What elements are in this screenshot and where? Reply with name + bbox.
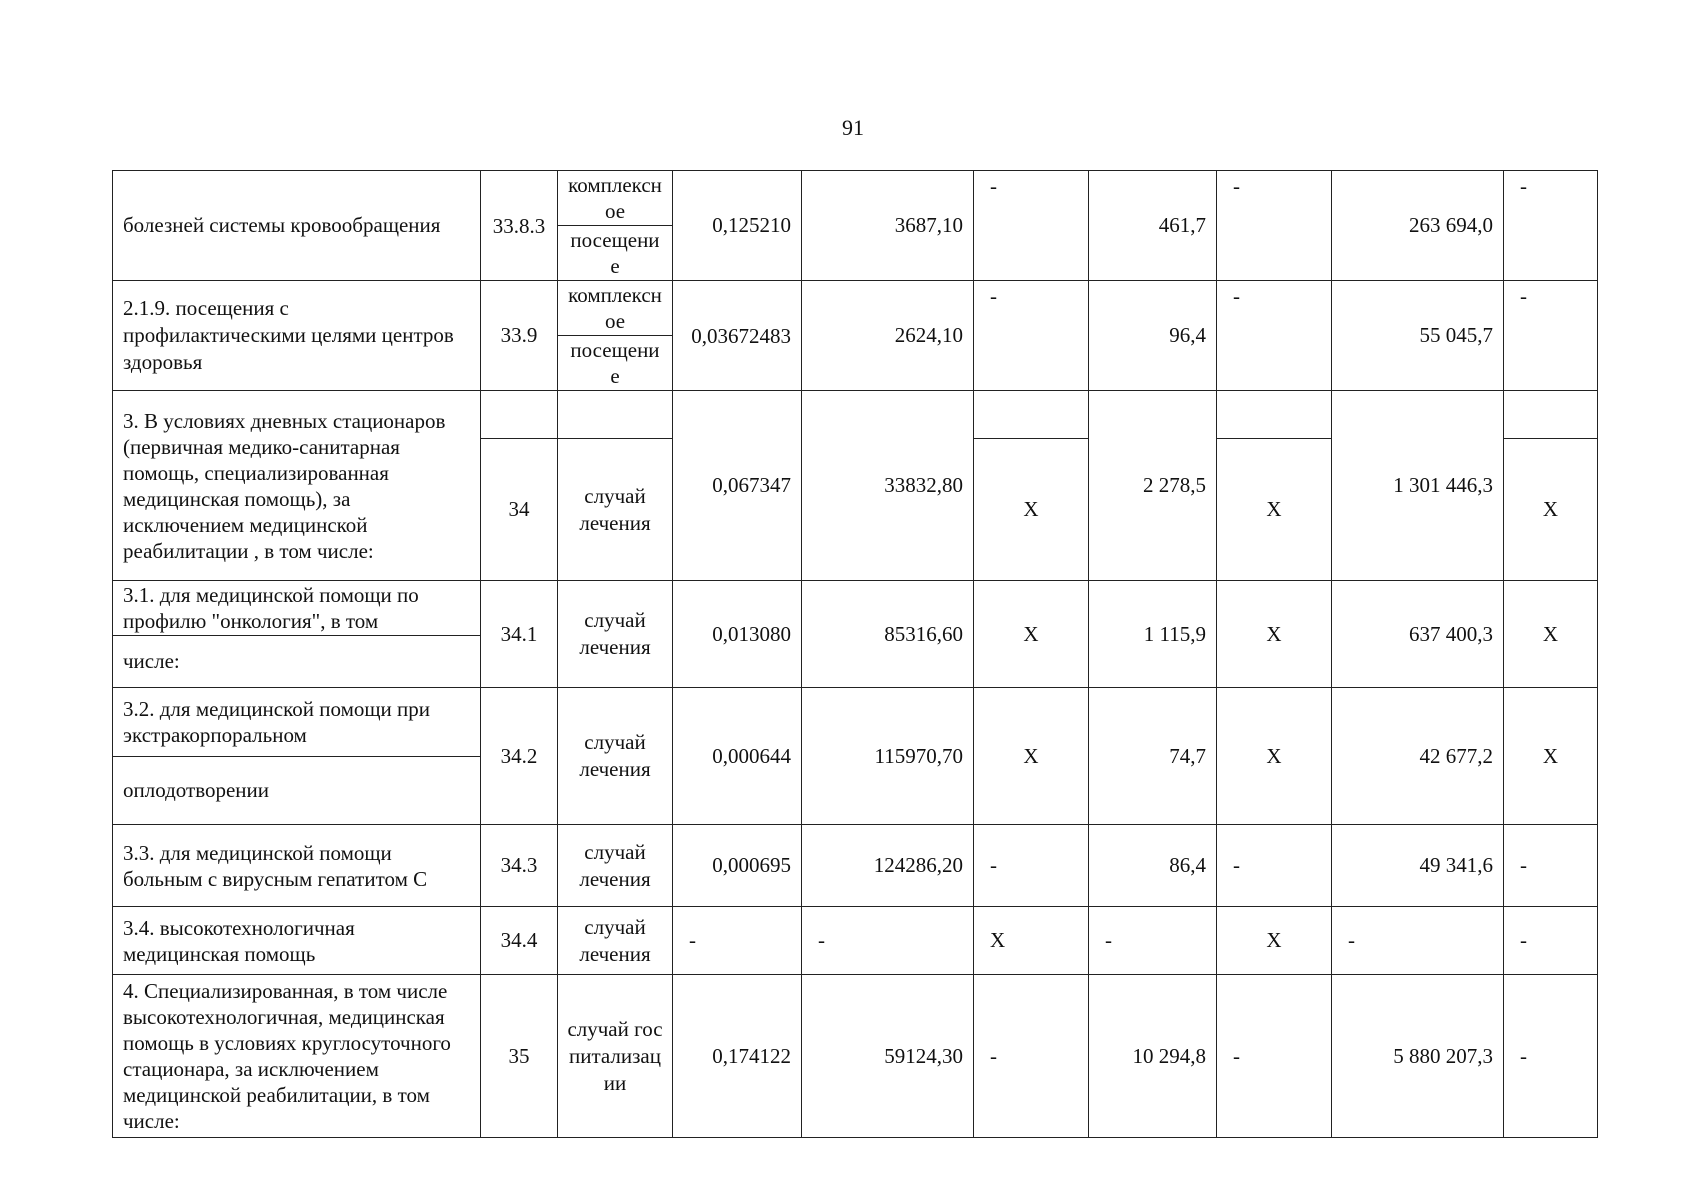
table-cell-value: 637 400,3 bbox=[1332, 581, 1504, 688]
table-cell-value: 10 294,8 bbox=[1089, 975, 1217, 1138]
table-cell-value: 0,013080 bbox=[673, 581, 802, 688]
table-row-name: 3.1. для медицинской помощи по профилю "онкология", в том bbox=[113, 581, 481, 636]
table-cell-value: 3687,10 bbox=[802, 171, 974, 281]
table-cell-value: - bbox=[1217, 825, 1332, 907]
table-cell-value: - bbox=[974, 975, 1089, 1138]
table-cell-value: - bbox=[1504, 907, 1598, 975]
table-row-name: числе: bbox=[113, 636, 481, 688]
table-cell-value: - bbox=[1504, 975, 1598, 1138]
table-cell-value: 85316,60 bbox=[802, 581, 974, 688]
table-cell-value: - bbox=[1217, 171, 1332, 281]
table-cell-value: X bbox=[1217, 907, 1332, 975]
table-row-name: 3. В условиях дневных стационаров (первичная медико-санитарная помощь, специализированная медицинская помощь), за исключением медицинской реабилитации , в том числе: bbox=[113, 391, 481, 581]
table-row-name: 4. Специализированная, в том числе высокотехнологичная, медицинская помощь в условиях круглосуточного стационара, за исключением медицинской реабилитации, в том числе: bbox=[113, 975, 481, 1138]
table-row-code: 34 bbox=[481, 439, 558, 581]
table-row-code: 33.9 bbox=[481, 281, 558, 391]
table-cell-value: 115970,70 bbox=[802, 688, 974, 825]
table-cell-value: 461,7 bbox=[1089, 171, 1217, 281]
table-cell-value: - bbox=[1504, 171, 1598, 281]
table-cell-value: X bbox=[1504, 439, 1598, 581]
table-cell-value: X bbox=[974, 907, 1089, 975]
table-cell-value: X bbox=[974, 581, 1089, 688]
table-cell-value: 0,000644 bbox=[673, 688, 802, 825]
table-cell-value: 0,000695 bbox=[673, 825, 802, 907]
table-cell-value: 0,067347 bbox=[673, 391, 802, 581]
table-row-unit: случай лечения bbox=[558, 825, 673, 907]
table-cell-value: 2 278,5 bbox=[1089, 391, 1217, 581]
table-row-unit: случай лечения bbox=[558, 688, 673, 825]
financing-table bbox=[112, 170, 1598, 1138]
table-cell-empty bbox=[1504, 391, 1598, 439]
table-row-code: 33.8.3 bbox=[481, 171, 558, 281]
table-cell-value: 2624,10 bbox=[802, 281, 974, 391]
table-cell-value: 55 045,7 bbox=[1332, 281, 1504, 391]
table-cell-value: X bbox=[974, 439, 1089, 581]
table-cell-value: X bbox=[1217, 581, 1332, 688]
table-cell-value: 0,174122 bbox=[673, 975, 802, 1138]
table-row-code: 34.1 bbox=[481, 581, 558, 688]
table-cell-value: X bbox=[1504, 688, 1598, 825]
table-cell-value: - bbox=[1504, 281, 1598, 391]
table-cell-value: 0,03672483 bbox=[673, 281, 802, 391]
table-cell-value: - bbox=[974, 171, 1089, 281]
table-cell-value: 49 341,6 bbox=[1332, 825, 1504, 907]
table-cell-value: 33832,80 bbox=[802, 391, 974, 581]
table-cell-value: - bbox=[974, 825, 1089, 907]
table-cell-empty bbox=[481, 391, 558, 439]
table-cell-value: - bbox=[673, 907, 802, 975]
table-row-name: 3.4. высокотехнологичная медицинская помощь bbox=[113, 907, 481, 975]
table-row-code: 35 bbox=[481, 975, 558, 1138]
table-row-name: оплодотворении bbox=[113, 757, 481, 825]
table-cell-empty bbox=[558, 391, 673, 439]
table-cell-value: - bbox=[974, 281, 1089, 391]
table-row-code: 34.3 bbox=[481, 825, 558, 907]
table-cell-value: - bbox=[1217, 975, 1332, 1138]
table-row-unit: случай лечения bbox=[558, 907, 673, 975]
table-row-unit: комплексное bbox=[558, 171, 673, 226]
table-row-code: 34.2 bbox=[481, 688, 558, 825]
table-row-name: 3.2. для медицинской помощи при экстракорпоральном bbox=[113, 688, 481, 757]
table-row-name: болезней системы кровообращения bbox=[113, 171, 481, 281]
table-row-unit: комплексное bbox=[558, 281, 673, 336]
table-row-unit: посещение bbox=[558, 226, 673, 281]
table-row-unit: случай лечения bbox=[558, 581, 673, 688]
table-cell-value: 86,4 bbox=[1089, 825, 1217, 907]
table-cell-value: - bbox=[1217, 281, 1332, 391]
table-row-unit: посещение bbox=[558, 336, 673, 391]
table-row-name: 2.1.9. посещения с профилактическими целями центров здоровья bbox=[113, 281, 481, 391]
table-cell-value: 74,7 bbox=[1089, 688, 1217, 825]
table-cell-value: 1 301 446,3 bbox=[1332, 391, 1504, 581]
table-row-name: 3.3. для медицинской помощи больным с вирусным гепатитом С bbox=[113, 825, 481, 907]
table-cell-empty bbox=[1217, 391, 1332, 439]
table-cell-value: 124286,20 bbox=[802, 825, 974, 907]
table-cell-value: - bbox=[1089, 907, 1217, 975]
table-cell-value: 42 677,2 bbox=[1332, 688, 1504, 825]
table-cell-value: 5 880 207,3 bbox=[1332, 975, 1504, 1138]
table-row-unit: случай госпитализации bbox=[558, 975, 673, 1138]
table-cell-value: X bbox=[974, 688, 1089, 825]
table-cell-value: - bbox=[802, 907, 974, 975]
table-cell-value: 96,4 bbox=[1089, 281, 1217, 391]
table-cell-empty bbox=[974, 391, 1089, 439]
table-cell-value: 0,125210 bbox=[673, 171, 802, 281]
page-number: 91 bbox=[842, 115, 864, 140]
table-cell-value: - bbox=[1504, 825, 1598, 907]
table-cell-value: 263 694,0 bbox=[1332, 171, 1504, 281]
table-cell-value: - bbox=[1332, 907, 1504, 975]
table-row-unit: случай лечения bbox=[558, 439, 673, 581]
table-row-code: 34.4 bbox=[481, 907, 558, 975]
table-cell-value: X bbox=[1504, 581, 1598, 688]
table-cell-value: X bbox=[1217, 439, 1332, 581]
table-cell-value: X bbox=[1217, 688, 1332, 825]
table-cell-value: 59124,30 bbox=[802, 975, 974, 1138]
table-cell-value: 1 115,9 bbox=[1089, 581, 1217, 688]
